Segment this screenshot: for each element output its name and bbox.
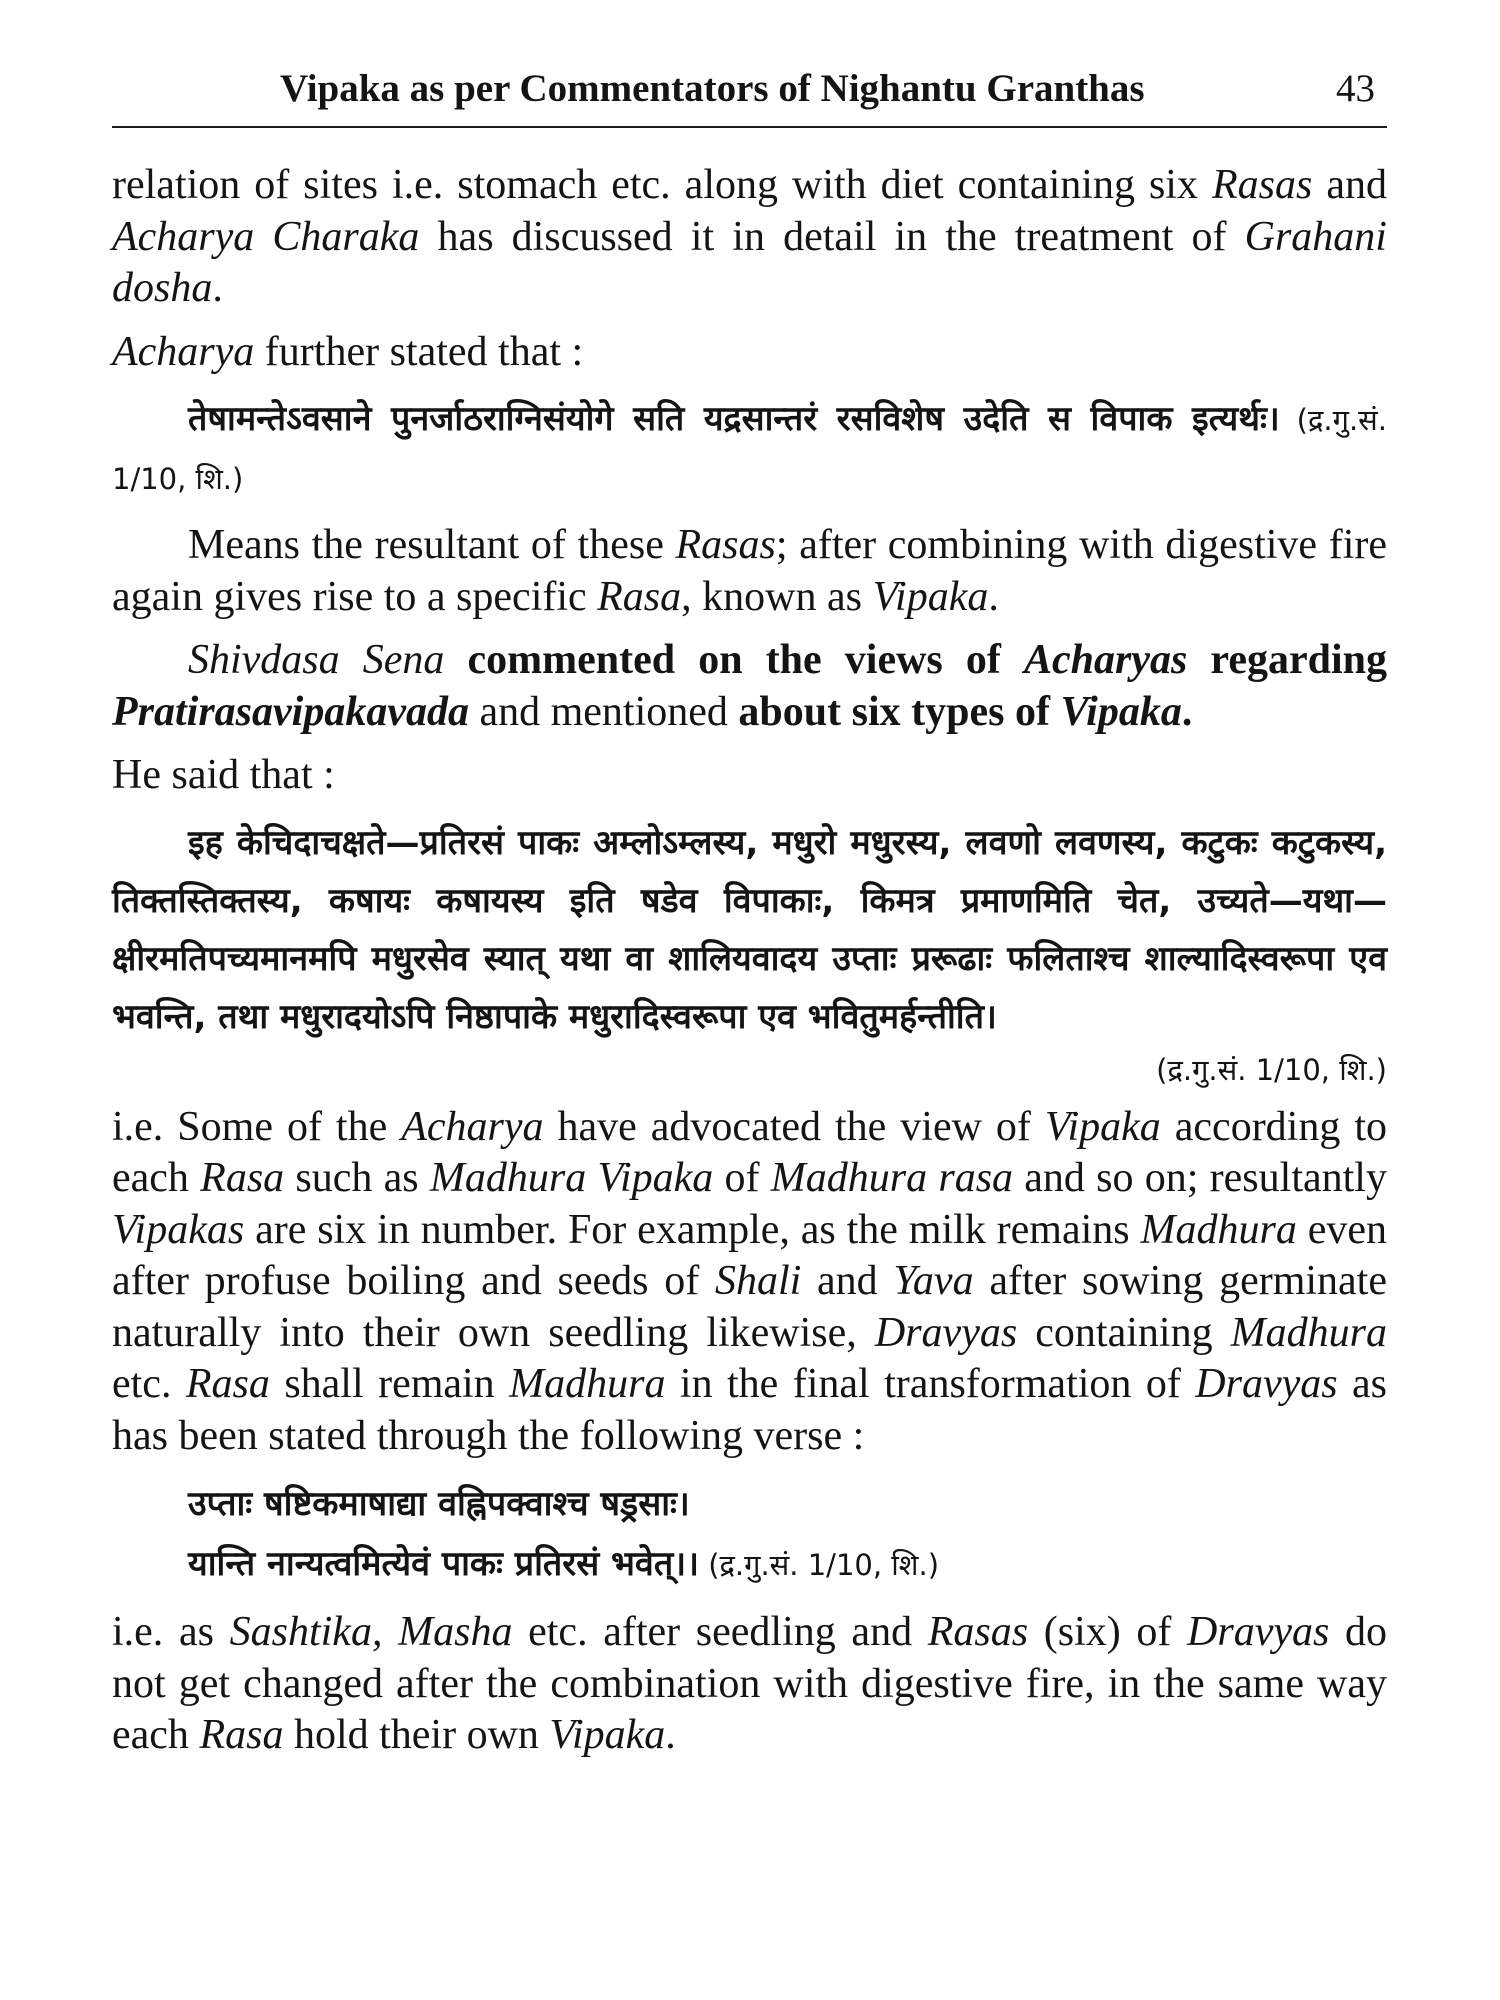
- citation: (द्र.गु.सं. 1/10, शि.): [112, 403, 1387, 496]
- sanskrit-quote-2: इह केचिदाचक्षते—प्रतिरसं पाकः अम्लोऽम्लस्य, मधुरो मधुरस्य, लवणो लवणस्य, कटुकः कटुकस्य, तिक्तस्तिक्तस्य, कषायः कषायस्य इति षडेव विपाकाः, किमत्र प्रमाणमिति चेत, उच्यते—यथा—क्षीरमतिपच्यमानमपि मधुरसेव स्यात् यथा वा शालियवादय उप्ताः प्ररूढाः फलिताश्च शाल्यादिस्वरूपा एव भवन्ति, तथा मधुरादयोऽपि निष्ठापाके मधुरादिस्वरूपा एव भवितुमर्हन्तीति।: [112, 822, 1387, 1037]
- chapter-title: Vipaka as per Commentators of Nighantu Granthas: [280, 67, 1145, 110]
- page-body: [112, 160, 1387, 1774]
- paragraph-4: Shivdasa Sena commented on the views of Acharyas regarding Pratirasavipakavada and mentioned about six types of Vipaka.: [112, 637, 1387, 735]
- verse-line-2: यान्ति नान्यत्वमित्येवं पाकः प्रतिरसं भवेत्।। (द्र.गु.सं. 1/10, शि.): [188, 1544, 940, 1584]
- sanskrit-quote-1: तेषामन्तेऽवसाने पुनर्जाठराग्निसंयोगे सति यद्रसान्तरं रसविशेष उदेति स विपाक इत्यर्थः। (द्र.गु.सं. 1/10, शि.): [112, 399, 1387, 496]
- paragraph-3: Means the resultant of these Rasas; after combining with digestive fire again gives rise to a specific Rasa, known as Vipaka.: [112, 522, 1387, 620]
- paragraph-7: i.e. as Sashtika, Masha etc. after seedling and Rasas (six) of Dravyas do not get changed after the combination with digestive fire, in the same way each Rasa hold their own Vipaka.: [112, 1609, 1388, 1758]
- running-header: [112, 60, 1387, 128]
- page-number: 43: [1336, 67, 1375, 110]
- paragraph-2: Acharya further stated that :: [112, 328, 584, 375]
- paragraph-6: i.e. Some of the Acharya have advocated the view of Vipaka according to each Rasa such as Madhura Vipaka of Madhura rasa and so on; resultantly Vipakas are six in number. For example, as the milk remains Madhura even after profuse boiling and seeds of Shali and Yava after sowing germinate naturally into their own seedling likewise, Dravyas containing Madhura etc. Rasa shall remain Madhura in the final transformation of Dravyas as has been stated through the following verse :: [112, 1103, 1388, 1459]
- sanskrit-verse: [112, 1474, 1387, 1595]
- citation: (द्र.गु.सं. 1/10, शि.): [698, 1548, 940, 1582]
- verse-line-1: उप्ताः षष्टिकमाषाद्या वह्निपक्वाश्च षड्रसाः।: [188, 1484, 690, 1524]
- paragraph-5: He said that :: [112, 752, 335, 798]
- paragraph-1: relation of sites i.e. stomach etc. along with diet containing six Rasas and Acharya Charaka has discussed it in detail in the treatment of Grahani dosha.: [112, 162, 1387, 311]
- citation: (द्र.गु.सं. 1/10, शि.): [1156, 1052, 1387, 1087]
